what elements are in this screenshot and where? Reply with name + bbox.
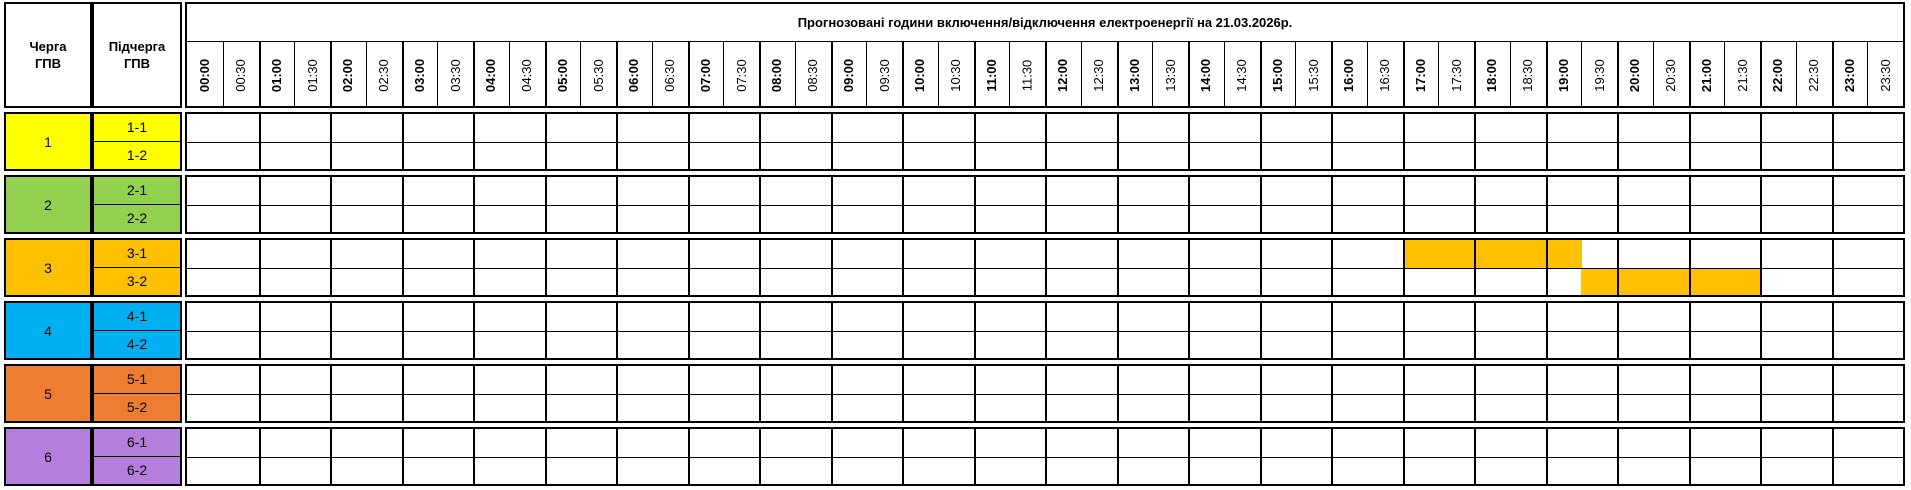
schedule-grid xyxy=(185,427,1905,486)
time-label-text: 05:30 xyxy=(590,58,606,92)
time-label-text: 10:30 xyxy=(948,58,964,92)
time-label-text: 12:00 xyxy=(1055,58,1071,92)
time-label xyxy=(1152,42,1188,108)
subqueue-label: 1-1 xyxy=(126,119,148,136)
time-label-text: 06:30 xyxy=(662,58,678,92)
subqueue-cell xyxy=(92,427,182,457)
time-label xyxy=(1224,42,1260,108)
subqueue-cell xyxy=(92,238,182,268)
time-label-text: 03:30 xyxy=(447,58,463,92)
time-label xyxy=(759,42,795,108)
time-label xyxy=(652,42,688,108)
time-label xyxy=(366,42,402,108)
time-label-text: 11:30 xyxy=(1019,59,1035,91)
time-label xyxy=(938,42,974,108)
outage-slot xyxy=(1581,268,1617,296)
row-divider xyxy=(187,394,1903,395)
time-label-text: 01:30 xyxy=(304,58,320,92)
time-label-text: 14:30 xyxy=(1234,58,1250,92)
queue-cell xyxy=(4,427,92,486)
time-label xyxy=(1581,42,1617,108)
time-label-text: 00:30 xyxy=(233,58,249,92)
subqueue-label: 2-1 xyxy=(126,182,148,199)
time-label xyxy=(1045,42,1081,108)
subqueue-column-header-label: Підчерга ГПВ xyxy=(108,39,166,71)
time-label-text: 09:00 xyxy=(840,58,856,92)
time-label-text: 12:30 xyxy=(1091,58,1107,92)
time-label xyxy=(795,42,831,108)
time-label-text: 09:30 xyxy=(876,58,892,92)
time-label-text: 23:00 xyxy=(1841,58,1857,92)
queue-cell xyxy=(4,238,92,297)
row-divider xyxy=(187,331,1903,332)
time-label-text: 02:00 xyxy=(340,58,356,92)
subqueue-cell xyxy=(92,268,182,298)
queue-number: 6 xyxy=(44,448,52,465)
schedule-grid xyxy=(185,112,1905,171)
subqueue-label: 5-1 xyxy=(126,371,148,388)
time-label-text: 07:00 xyxy=(697,58,713,92)
time-label xyxy=(723,42,759,108)
time-label xyxy=(1117,42,1153,108)
row-divider xyxy=(187,142,1903,143)
time-label xyxy=(1617,42,1653,108)
subqueue-cell xyxy=(92,301,182,331)
subqueue-cell xyxy=(92,142,182,172)
queue-number: 4 xyxy=(44,322,52,339)
time-label-text: 18:00 xyxy=(1484,58,1500,92)
time-label-text: 10:00 xyxy=(912,58,928,92)
time-label xyxy=(1760,42,1796,108)
time-label xyxy=(902,42,938,108)
subqueue-label: 4-2 xyxy=(126,336,148,353)
time-label-text: 19:00 xyxy=(1555,58,1571,92)
time-label xyxy=(1796,42,1832,108)
time-label-text: 08:00 xyxy=(769,58,785,92)
time-label xyxy=(1403,42,1439,108)
time-label xyxy=(831,42,867,108)
subqueue-cell xyxy=(92,457,182,487)
time-label-text: 11:00 xyxy=(983,58,999,92)
outage-slot xyxy=(1403,240,1439,268)
queue-cell xyxy=(4,301,92,360)
time-label xyxy=(1724,42,1760,108)
time-label-text: 21:30 xyxy=(1734,58,1750,92)
time-label-text: 07:30 xyxy=(733,58,749,92)
queue-cell xyxy=(4,175,92,234)
subqueue-label: 3-1 xyxy=(126,245,148,262)
time-label xyxy=(509,42,545,108)
time-label-text: 22:30 xyxy=(1806,58,1822,92)
outage-slot xyxy=(1546,240,1582,268)
time-label-text: 17:30 xyxy=(1448,58,1464,92)
time-label-text: 16:30 xyxy=(1377,58,1393,92)
time-label-text: 15:00 xyxy=(1269,58,1285,92)
outage-slot xyxy=(1689,268,1725,296)
subqueue-label: 3-2 xyxy=(126,273,148,290)
row-divider xyxy=(187,268,1903,269)
queue-number: 2 xyxy=(44,196,52,213)
queue-number: 1 xyxy=(44,133,52,150)
time-label xyxy=(223,42,259,108)
time-label xyxy=(1832,42,1868,108)
queue-number: 3 xyxy=(44,259,52,276)
time-label xyxy=(1474,42,1510,108)
time-labels-row xyxy=(187,42,1903,106)
schedule-title-text: Прогнозовані години включення/відключення електроенергії на 21.03.2026р. xyxy=(797,15,1293,30)
time-label xyxy=(1260,42,1296,108)
schedule-grid xyxy=(185,238,1905,297)
time-label xyxy=(294,42,330,108)
time-label-text: 06:00 xyxy=(626,58,642,92)
time-label-text: 02:30 xyxy=(376,58,392,92)
time-label-text: 17:00 xyxy=(1412,58,1428,92)
time-label xyxy=(974,42,1010,108)
subqueue-cell xyxy=(92,394,182,424)
outage-slot xyxy=(1438,240,1474,268)
subqueue-cell xyxy=(92,364,182,394)
time-label-text: 18:30 xyxy=(1520,58,1536,92)
subqueue-cell xyxy=(92,331,182,361)
time-label xyxy=(616,42,652,108)
queue-number: 5 xyxy=(44,385,52,402)
time-label xyxy=(688,42,724,108)
subqueue-cell xyxy=(92,112,182,142)
time-label xyxy=(1367,42,1403,108)
schedule-grid xyxy=(185,301,1905,360)
time-label-text: 20:00 xyxy=(1627,58,1643,92)
outage-slot xyxy=(1617,268,1653,296)
outage-slot xyxy=(1510,240,1546,268)
time-label xyxy=(1081,42,1117,108)
time-label-text: 13:30 xyxy=(1162,58,1178,92)
schedule-header xyxy=(185,2,1905,108)
time-label-text: 05:00 xyxy=(554,58,570,92)
subqueue-label: 4-1 xyxy=(126,308,148,325)
queue-cell xyxy=(4,112,92,171)
time-label-text: 01:00 xyxy=(268,58,284,92)
subqueue-label: 5-2 xyxy=(126,399,148,416)
time-label xyxy=(1295,42,1331,108)
time-label xyxy=(259,42,295,108)
time-label-text: 19:30 xyxy=(1591,58,1607,92)
subqueue-label: 6-2 xyxy=(126,462,148,479)
time-label-text: 15:30 xyxy=(1305,58,1321,92)
time-label-text: 04:30 xyxy=(519,58,535,92)
subqueue-label: 1-2 xyxy=(126,147,148,164)
time-label xyxy=(1188,42,1224,108)
time-label-text: 13:00 xyxy=(1126,58,1142,92)
time-label xyxy=(437,42,473,108)
row-divider xyxy=(187,457,1903,458)
outage-slot xyxy=(1474,240,1510,268)
time-label xyxy=(580,42,616,108)
outage-slot xyxy=(1724,268,1760,296)
time-label xyxy=(545,42,581,108)
time-label-text: 14:00 xyxy=(1198,58,1214,92)
time-label-text: 20:30 xyxy=(1663,58,1679,92)
time-label-text: 21:00 xyxy=(1698,58,1714,92)
time-label xyxy=(866,42,902,108)
outage-slot xyxy=(1653,268,1689,296)
schedule-title xyxy=(187,4,1903,42)
schedule-grid xyxy=(185,175,1905,234)
subqueue-label: 6-1 xyxy=(126,434,148,451)
time-label xyxy=(1546,42,1582,108)
time-label-text: 16:00 xyxy=(1341,58,1357,92)
subqueue-label: 2-2 xyxy=(126,210,148,227)
time-label xyxy=(1009,42,1045,108)
row-divider xyxy=(187,205,1903,206)
schedule-grid xyxy=(185,364,1905,423)
time-label xyxy=(1331,42,1367,108)
time-label xyxy=(402,42,438,108)
time-label xyxy=(1689,42,1725,108)
subqueue-column-header xyxy=(92,2,182,108)
time-label xyxy=(330,42,366,108)
time-label xyxy=(1867,42,1903,108)
queue-cell xyxy=(4,364,92,423)
queue-column-header xyxy=(4,2,92,108)
time-label xyxy=(473,42,509,108)
time-label-text: 00:00 xyxy=(197,58,213,92)
time-label-text: 04:00 xyxy=(483,58,499,92)
subqueue-cell xyxy=(92,205,182,235)
subqueue-cell xyxy=(92,175,182,205)
time-label-text: 23:30 xyxy=(1877,58,1893,92)
time-label-text: 22:00 xyxy=(1770,58,1786,92)
time-label xyxy=(187,42,223,108)
time-label xyxy=(1653,42,1689,108)
time-label-text: 03:00 xyxy=(411,58,427,92)
time-label xyxy=(1510,42,1546,108)
time-label-text: 08:30 xyxy=(805,58,821,92)
time-label xyxy=(1438,42,1474,108)
queue-column-header-label: Черга ГПВ xyxy=(29,39,67,71)
